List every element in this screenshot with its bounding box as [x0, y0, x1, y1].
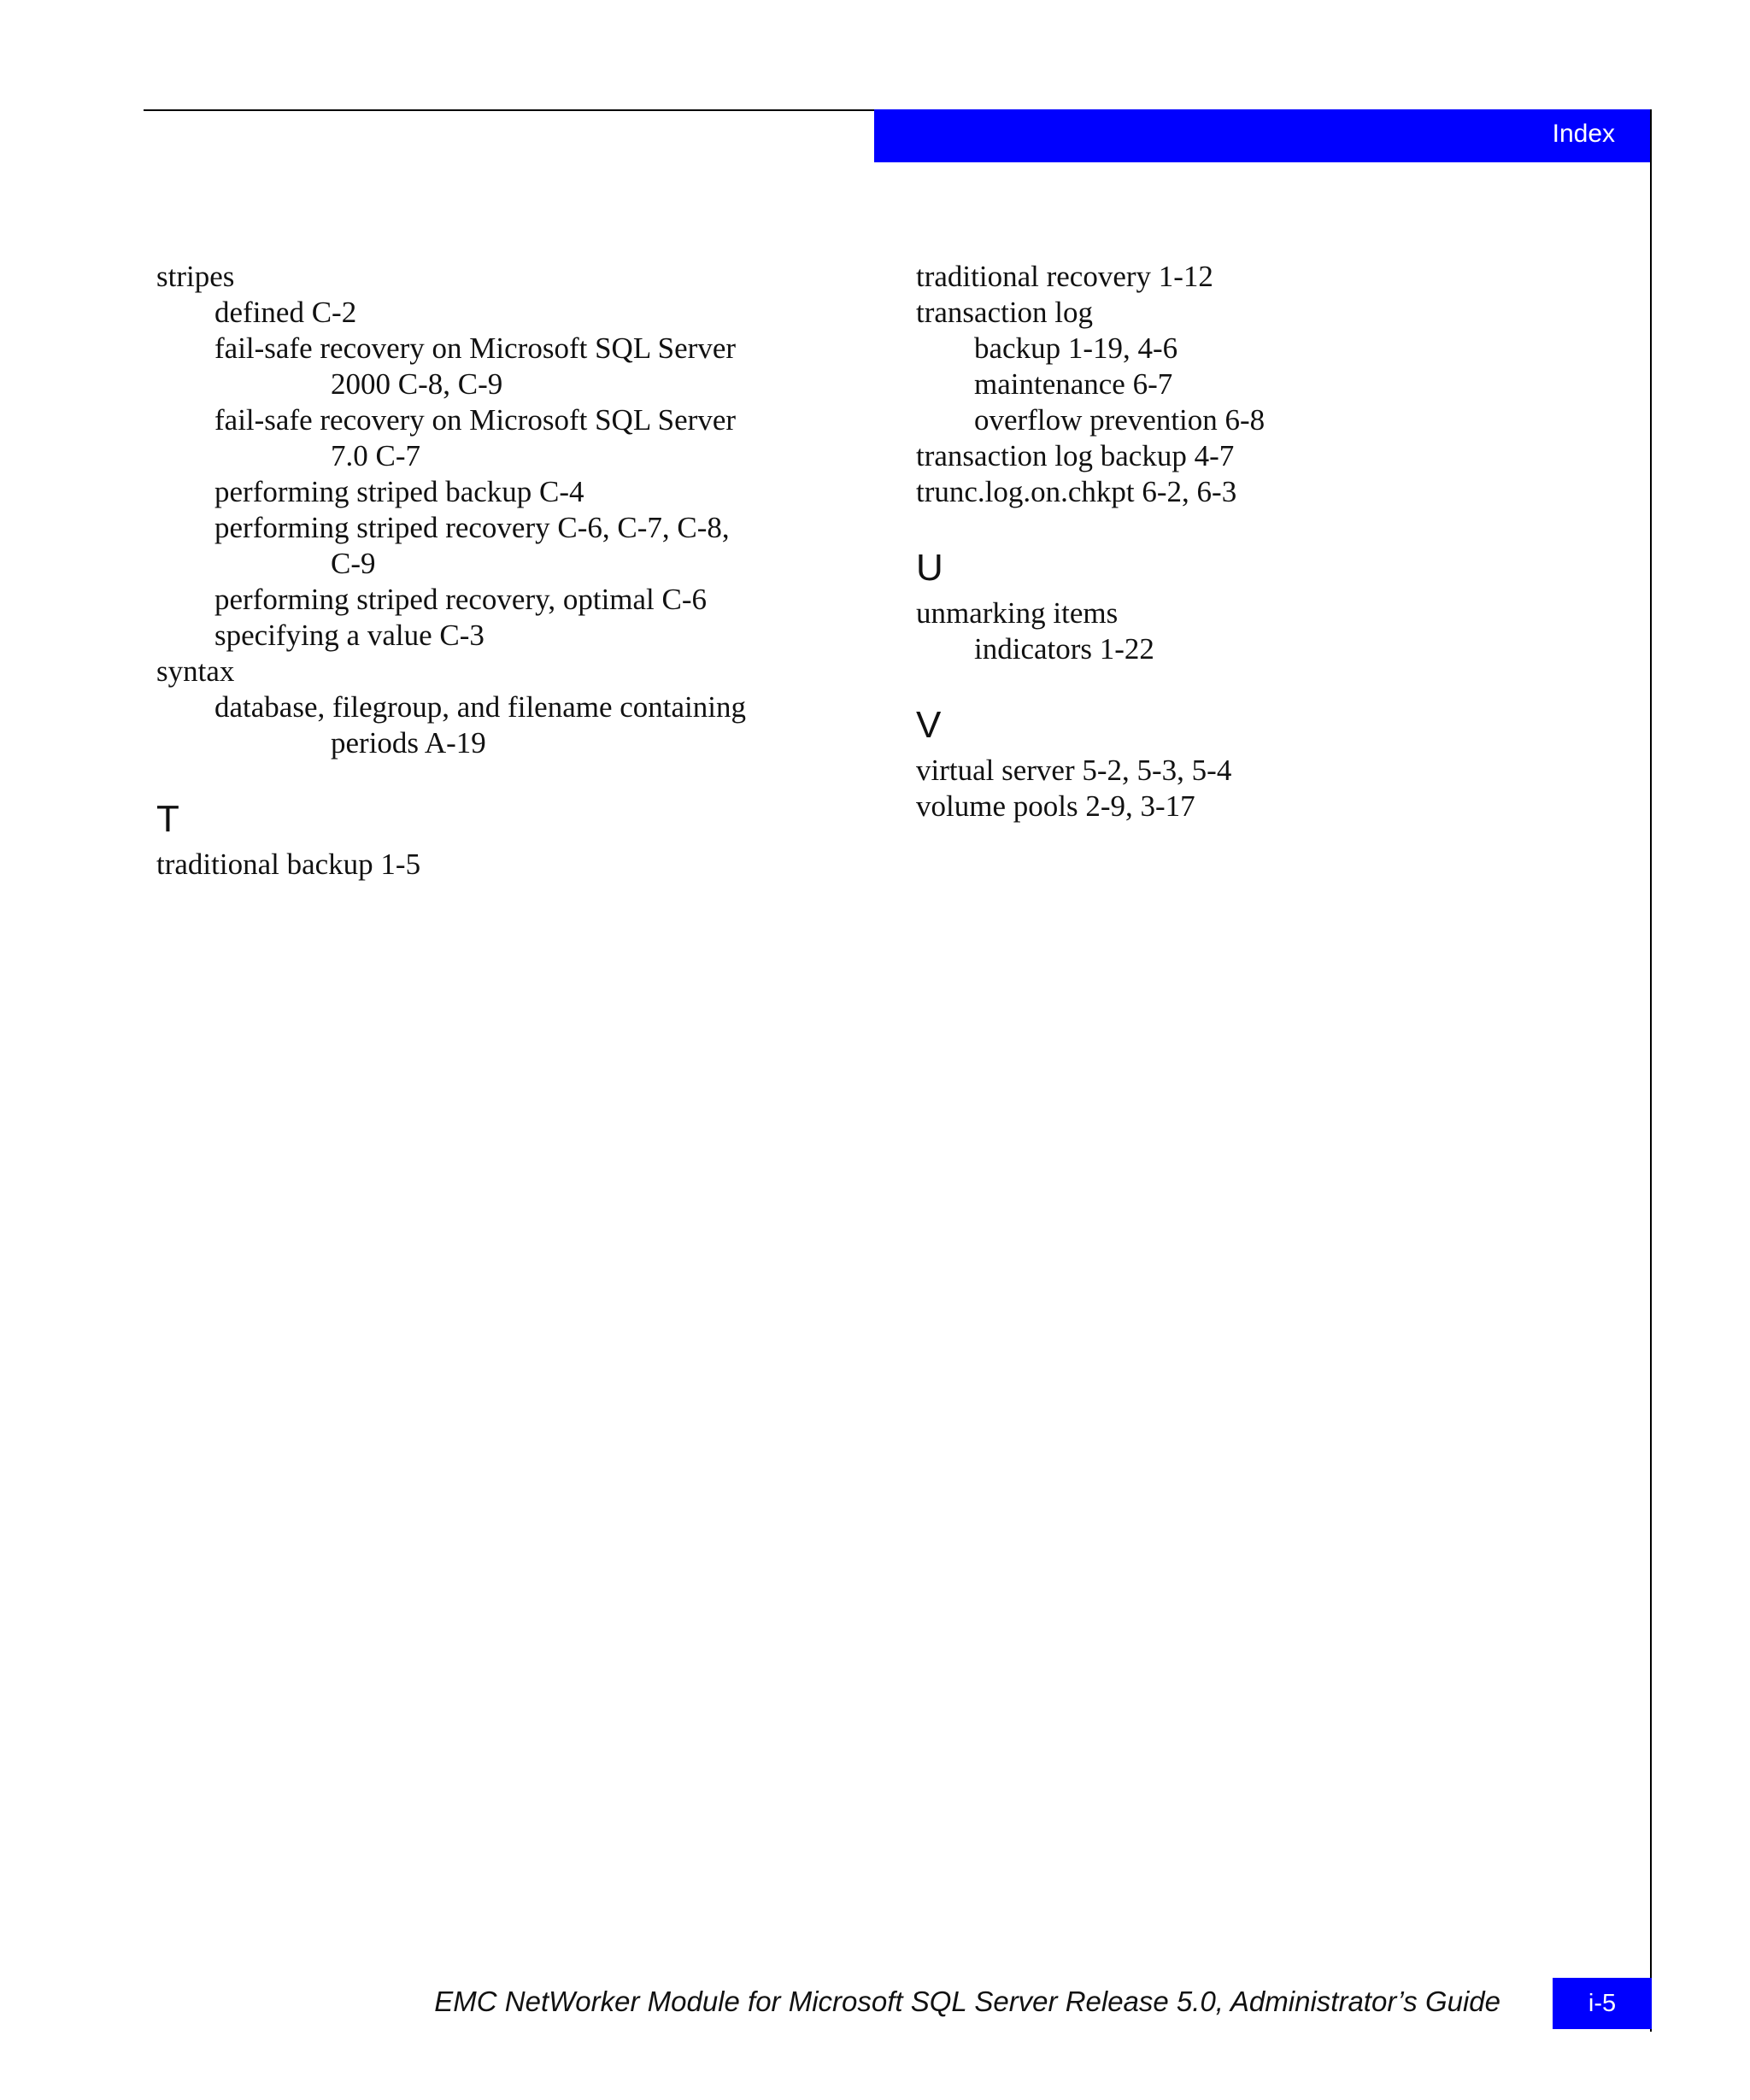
index-column-right: [916, 259, 1600, 824]
index-subentry: defined C-2: [214, 296, 357, 329]
index-entry: transaction log: [916, 296, 1094, 329]
footer-title: EMC NetWorker Module for Microsoft SQL Server Release 5.0, Administrator’s Guide: [434, 1986, 1500, 2017]
index-subentry: fail-safe recovery on Microsoft SQL Server: [214, 331, 737, 365]
index-subentry: backup 1-19, 4-6: [974, 331, 1178, 365]
index-entry: trunc.log.on.chkpt 6-2, 6-3: [916, 475, 1237, 508]
page-edge-rule: [1650, 109, 1652, 2032]
index-subentry: database, filegroup, and filename containing: [214, 690, 746, 724]
header-banner: [874, 109, 1652, 162]
index-subentry: indicators 1-22: [974, 632, 1154, 666]
index-subentry: periods A-19: [331, 726, 486, 760]
page-number: i-5: [1588, 1989, 1617, 2017]
index-subentry: 2000 C-8, C-9: [331, 367, 503, 401]
index-subentry: 7.0 C-7: [331, 439, 420, 472]
index-entry: unmarking items: [916, 596, 1119, 630]
index-section-letter: U: [916, 547, 943, 589]
header-title: Index: [1552, 120, 1615, 148]
index-subentry: performing striped backup C-4: [214, 475, 584, 508]
index-subentry: maintenance 6-7: [974, 367, 1173, 401]
index-entry: virtual server 5-2, 5-3, 5-4: [916, 754, 1232, 787]
page-number-badge: [1553, 1978, 1652, 2029]
index-column-left: [156, 259, 840, 883]
index-entry: traditional backup 1-5: [156, 848, 421, 881]
index-entry: volume pools 2-9, 3-17: [916, 789, 1195, 823]
index-entry: syntax: [156, 654, 235, 688]
index-entry: stripes: [156, 260, 235, 293]
index-subentry: C-9: [331, 547, 376, 580]
index-subentry: overflow prevention 6-8: [974, 403, 1266, 437]
index-entry: traditional recovery 1-12: [916, 260, 1213, 293]
index-section-letter: T: [156, 798, 179, 840]
index-subentry: fail-safe recovery on Microsoft SQL Server: [214, 403, 737, 437]
index-section-letter: V: [916, 704, 942, 746]
index-subentry: performing striped recovery, optimal C-6: [214, 583, 708, 616]
index-subentry: performing striped recovery C-6, C-7, C-8,: [214, 511, 730, 544]
index-subentry: specifying a value C-3: [214, 619, 484, 652]
index-entry: transaction log backup 4-7: [916, 439, 1235, 472]
